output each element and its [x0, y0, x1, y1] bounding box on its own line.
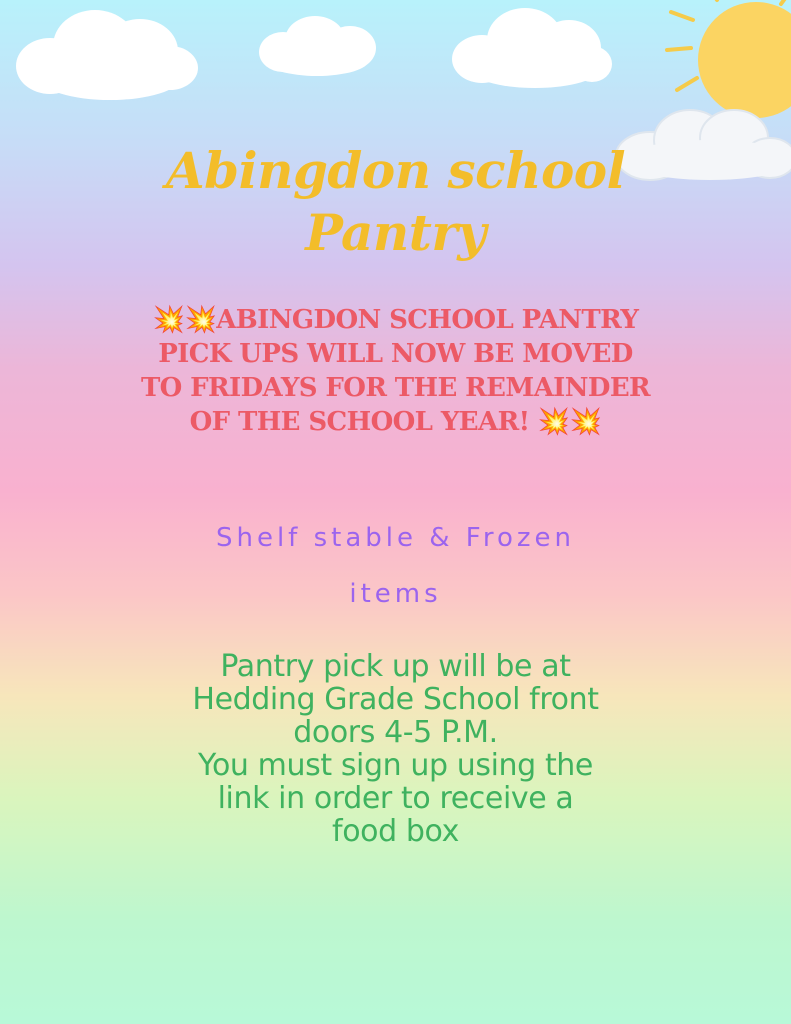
pickup-notice: 💥💥ABINGDON SCHOOL PANTRY PICK UPS WILL NOW BE MOVED TO FRIDAYS FOR THE REMAINDER OF THE SCHOOL YEAR! 💥💥: [140, 305, 651, 437]
info-line-4: You must sign up using the: [198, 748, 593, 783]
info-line-1: Pantry pick up will be at: [220, 649, 571, 684]
info-line-2: Hedding Grade School front: [192, 682, 599, 717]
pickup-info: [130, 650, 661, 848]
title-line-1: Abingdon school: [165, 141, 626, 200]
items-description: [0, 510, 791, 622]
info-line-6: food box: [332, 814, 459, 849]
cloud-icon: [447, 4, 612, 96]
page-title: [0, 140, 791, 264]
items-line-2: items: [349, 579, 442, 609]
info-line-3: doors 4-5 P.M.: [293, 715, 498, 750]
info-line-5: link in order to receive a: [217, 781, 574, 816]
title-line-2: Pantry: [305, 203, 486, 262]
items-line-1: Shelf stable & Frozen: [215, 523, 576, 553]
cloud-icon: [255, 14, 380, 80]
cloud-icon: [10, 6, 200, 106]
